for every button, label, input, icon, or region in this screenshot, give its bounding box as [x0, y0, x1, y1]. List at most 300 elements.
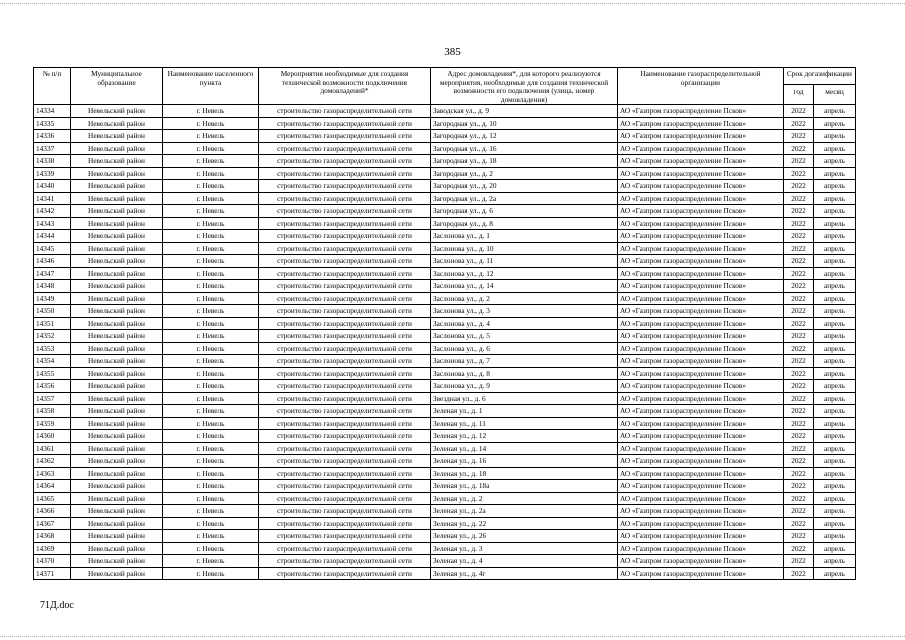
- row-measure: строительство газораспределительной сети: [259, 267, 431, 280]
- row-number: 14352: [34, 330, 71, 343]
- row-city: г. Невель: [163, 105, 259, 118]
- table-row: [34, 355, 856, 368]
- row-city: г. Невель: [163, 330, 259, 343]
- row-year: 2022: [784, 367, 814, 380]
- row-address: Загородная ул., д. 12: [431, 130, 618, 143]
- row-year: 2022: [784, 317, 814, 330]
- row-number: 14350: [34, 305, 71, 318]
- row-org: АО «Газпром газораспределение Псков»: [618, 455, 784, 468]
- table-row: [34, 442, 856, 455]
- row-city: г. Невель: [163, 530, 259, 543]
- row-number: 14353: [34, 342, 71, 355]
- row-month: апрель: [814, 380, 856, 393]
- row-district: Невельский район: [71, 267, 163, 280]
- row-year: 2022: [784, 480, 814, 493]
- row-city: г. Невель: [163, 255, 259, 268]
- row-month: апрель: [814, 142, 856, 155]
- row-city: г. Невель: [163, 417, 259, 430]
- row-year: 2022: [784, 292, 814, 305]
- row-district: Невельский район: [71, 192, 163, 205]
- row-org: АО «Газпром газораспределение Псков»: [618, 467, 784, 480]
- row-measure: строительство газораспределительной сети: [259, 192, 431, 205]
- row-measure: строительство газораспределительной сети: [259, 442, 431, 455]
- table-row: [34, 130, 856, 143]
- row-number: 14357: [34, 392, 71, 405]
- row-measure: строительство газораспределительной сети: [259, 167, 431, 180]
- row-district: Невельский район: [71, 230, 163, 243]
- row-city: г. Невель: [163, 292, 259, 305]
- row-number: 14354: [34, 355, 71, 368]
- row-year: 2022: [784, 355, 814, 368]
- row-number: 14359: [34, 417, 71, 430]
- table-row: [34, 530, 856, 543]
- row-month: апрель: [814, 392, 856, 405]
- row-year: 2022: [784, 167, 814, 180]
- row-org: АО «Газпром газораспределение Псков»: [618, 505, 784, 518]
- row-city: г. Невель: [163, 442, 259, 455]
- row-month: апрель: [814, 280, 856, 293]
- row-address: Зеленая ул., д. 4г: [431, 567, 618, 580]
- header-org: Наименование газораспределительной организации: [618, 68, 784, 105]
- row-address: Заслонова ул., д. 2: [431, 292, 618, 305]
- row-address: Загородная ул., д. 18: [431, 155, 618, 168]
- header-month: месяц: [814, 85, 856, 105]
- row-city: г. Невель: [163, 492, 259, 505]
- row-city: г. Невель: [163, 392, 259, 405]
- row-number: 14370: [34, 555, 71, 568]
- row-address: Зеленая ул., д. 22: [431, 517, 618, 530]
- row-address: Зеленая ул., д. 12: [431, 430, 618, 443]
- row-district: Невельский район: [71, 442, 163, 455]
- header-district: Муниципальное образование: [71, 68, 163, 105]
- row-address: Заслонова ул., д. 1: [431, 230, 618, 243]
- table-row: [34, 342, 856, 355]
- row-city: г. Невель: [163, 430, 259, 443]
- row-year: 2022: [784, 442, 814, 455]
- row-org: АО «Газпром газораспределение Псков»: [618, 167, 784, 180]
- row-measure: строительство газораспределительной сети: [259, 392, 431, 405]
- row-month: апрель: [814, 480, 856, 493]
- row-address: Заслонова ул., д. 12: [431, 267, 618, 280]
- table-row: [34, 392, 856, 405]
- row-number: 14348: [34, 280, 71, 293]
- row-month: апрель: [814, 455, 856, 468]
- row-measure: строительство газораспределительной сети: [259, 255, 431, 268]
- row-year: 2022: [784, 180, 814, 193]
- row-org: АО «Газпром газораспределение Псков»: [618, 255, 784, 268]
- row-measure: строительство газораспределительной сети: [259, 467, 431, 480]
- row-address: Зеленая ул., д. 14: [431, 442, 618, 455]
- row-district: Невельский район: [71, 242, 163, 255]
- row-address: Заслонова ул., д. 9: [431, 380, 618, 393]
- row-month: апрель: [814, 292, 856, 305]
- row-year: 2022: [784, 567, 814, 580]
- row-year: 2022: [784, 267, 814, 280]
- row-org: АО «Газпром газораспределение Псков»: [618, 330, 784, 343]
- table-row: [34, 367, 856, 380]
- row-year: 2022: [784, 455, 814, 468]
- table-row: [34, 155, 856, 168]
- header-address: Адрес домовладения*, для которого реализуются мероприятия, необходимые для создания технической возможности его подключения (улица, номер домовладения): [431, 68, 618, 105]
- row-city: г. Невель: [163, 480, 259, 493]
- row-number: 14334: [34, 105, 71, 118]
- row-org: АО «Газпром газораспределение Псков»: [618, 492, 784, 505]
- header-row: [34, 68, 856, 85]
- row-month: апрель: [814, 555, 856, 568]
- table-row: [34, 205, 856, 218]
- row-district: Невельский район: [71, 105, 163, 118]
- row-measure: строительство газораспределительной сети: [259, 367, 431, 380]
- row-city: г. Невель: [163, 130, 259, 143]
- row-month: апрель: [814, 105, 856, 118]
- row-month: апрель: [814, 492, 856, 505]
- row-month: апрель: [814, 530, 856, 543]
- row-month: апрель: [814, 467, 856, 480]
- row-city: г. Невель: [163, 230, 259, 243]
- row-district: Невельский район: [71, 430, 163, 443]
- row-month: апрель: [814, 255, 856, 268]
- row-org: АО «Газпром газораспределение Псков»: [618, 130, 784, 143]
- row-address: Заслонова ул., д. 4: [431, 317, 618, 330]
- row-measure: строительство газораспределительной сети: [259, 555, 431, 568]
- row-month: апрель: [814, 305, 856, 318]
- row-org: АО «Газпром газораспределение Псков»: [618, 355, 784, 368]
- row-year: 2022: [784, 330, 814, 343]
- row-city: г. Невель: [163, 142, 259, 155]
- row-city: г. Невель: [163, 305, 259, 318]
- row-month: апрель: [814, 330, 856, 343]
- document-filename: 71Д.doc: [40, 600, 74, 611]
- row-year: 2022: [784, 205, 814, 218]
- row-district: Невельский район: [71, 455, 163, 468]
- row-measure: строительство газораспределительной сети: [259, 242, 431, 255]
- row-year: 2022: [784, 217, 814, 230]
- row-year: 2022: [784, 305, 814, 318]
- row-month: апрель: [814, 517, 856, 530]
- row-district: Невельский район: [71, 317, 163, 330]
- row-org: АО «Газпром газораспределение Псков»: [618, 280, 784, 293]
- row-month: апрель: [814, 217, 856, 230]
- row-city: г. Невель: [163, 280, 259, 293]
- row-org: АО «Газпром газораспределение Псков»: [618, 380, 784, 393]
- row-number: 14335: [34, 117, 71, 130]
- row-city: г. Невель: [163, 342, 259, 355]
- row-year: 2022: [784, 230, 814, 243]
- row-org: АО «Газпром газораспределение Псков»: [618, 117, 784, 130]
- row-city: г. Невель: [163, 242, 259, 255]
- row-district: Невельский район: [71, 517, 163, 530]
- row-number: 14367: [34, 517, 71, 530]
- row-year: 2022: [784, 342, 814, 355]
- row-city: г. Невель: [163, 367, 259, 380]
- row-measure: строительство газораспределительной сети: [259, 380, 431, 393]
- row-address: Звездная ул., д. 6: [431, 392, 618, 405]
- row-city: г. Невель: [163, 405, 259, 418]
- row-district: Невельский район: [71, 467, 163, 480]
- row-year: 2022: [784, 405, 814, 418]
- row-org: АО «Газпром газораспределение Псков»: [618, 305, 784, 318]
- row-district: Невельский район: [71, 280, 163, 293]
- row-city: г. Невель: [163, 155, 259, 168]
- scan-artifact-bottom: [0, 636, 905, 638]
- row-year: 2022: [784, 117, 814, 130]
- row-measure: строительство газораспределительной сети: [259, 342, 431, 355]
- row-address: Загородная ул., д. 2: [431, 167, 618, 180]
- table-row: [34, 167, 856, 180]
- row-number: 14365: [34, 492, 71, 505]
- row-month: апрель: [814, 117, 856, 130]
- row-address: Зеленая ул., д. 2: [431, 492, 618, 505]
- row-measure: строительство газораспределительной сети: [259, 505, 431, 518]
- row-number: 14338: [34, 155, 71, 168]
- row-measure: строительство газораспределительной сети: [259, 530, 431, 543]
- row-address: Заслонова ул., д. 11: [431, 255, 618, 268]
- row-number: 14361: [34, 442, 71, 455]
- gasification-table: [33, 67, 856, 580]
- row-number: 14366: [34, 505, 71, 518]
- row-number: 14347: [34, 267, 71, 280]
- row-address: Заслонова ул., д. 8: [431, 367, 618, 380]
- row-district: Невельский район: [71, 567, 163, 580]
- row-year: 2022: [784, 255, 814, 268]
- row-city: г. Невель: [163, 380, 259, 393]
- row-city: г. Невель: [163, 517, 259, 530]
- row-number: 14360: [34, 430, 71, 443]
- table-row: [34, 105, 856, 118]
- row-org: АО «Газпром газораспределение Псков»: [618, 192, 784, 205]
- row-org: АО «Газпром газораспределение Псков»: [618, 517, 784, 530]
- row-address: Загородная ул., д. 16: [431, 142, 618, 155]
- row-month: апрель: [814, 442, 856, 455]
- row-address: Заслонова ул., д. 6: [431, 342, 618, 355]
- row-district: Невельский район: [71, 217, 163, 230]
- row-org: АО «Газпром газораспределение Псков»: [618, 142, 784, 155]
- row-month: апрель: [814, 167, 856, 180]
- table-row: [34, 292, 856, 305]
- row-address: Зеленая ул., д. 3: [431, 542, 618, 555]
- row-number: 14345: [34, 242, 71, 255]
- table-row: [34, 417, 856, 430]
- row-district: Невельский район: [71, 555, 163, 568]
- row-address: Загородная ул., д. 8: [431, 217, 618, 230]
- table-row: [34, 330, 856, 343]
- row-district: Невельский район: [71, 492, 163, 505]
- row-month: апрель: [814, 192, 856, 205]
- row-measure: строительство газораспределительной сети: [259, 455, 431, 468]
- row-city: г. Невель: [163, 567, 259, 580]
- row-city: г. Невель: [163, 205, 259, 218]
- row-city: г. Невель: [163, 317, 259, 330]
- row-year: 2022: [784, 492, 814, 505]
- row-number: 14356: [34, 380, 71, 393]
- row-city: г. Невель: [163, 267, 259, 280]
- row-number: 14362: [34, 455, 71, 468]
- row-city: г. Невель: [163, 542, 259, 555]
- row-org: АО «Газпром газораспределение Псков»: [618, 180, 784, 193]
- row-measure: строительство газораспределительной сети: [259, 180, 431, 193]
- row-number: 14336: [34, 130, 71, 143]
- row-month: апрель: [814, 542, 856, 555]
- row-org: АО «Газпром газораспределение Псков»: [618, 317, 784, 330]
- row-measure: строительство газораспределительной сети: [259, 567, 431, 580]
- row-measure: строительство газораспределительной сети: [259, 130, 431, 143]
- row-month: апрель: [814, 130, 856, 143]
- row-district: Невельский район: [71, 367, 163, 380]
- row-org: АО «Газпром газораспределение Псков»: [618, 242, 784, 255]
- row-year: 2022: [784, 517, 814, 530]
- table-row: [34, 280, 856, 293]
- row-measure: строительство газораспределительной сети: [259, 430, 431, 443]
- row-measure: строительство газораспределительной сети: [259, 117, 431, 130]
- row-measure: строительство газораспределительной сети: [259, 105, 431, 118]
- row-org: АО «Газпром газораспределение Псков»: [618, 367, 784, 380]
- row-org: АО «Газпром газораспределение Псков»: [618, 217, 784, 230]
- row-year: 2022: [784, 380, 814, 393]
- header-settlement: Наименование населенного пункта: [163, 68, 259, 105]
- row-address: Заслонова ул., д. 3: [431, 305, 618, 318]
- row-address: Заслонова ул., д. 5: [431, 330, 618, 343]
- row-year: 2022: [784, 192, 814, 205]
- row-number: 14368: [34, 530, 71, 543]
- row-city: г. Невель: [163, 355, 259, 368]
- row-district: Невельский район: [71, 167, 163, 180]
- row-number: 14363: [34, 467, 71, 480]
- row-number: 14369: [34, 542, 71, 555]
- row-year: 2022: [784, 542, 814, 555]
- row-city: г. Невель: [163, 180, 259, 193]
- table-row: [34, 267, 856, 280]
- row-city: г. Невель: [163, 117, 259, 130]
- table-row: [34, 230, 856, 243]
- row-district: Невельский район: [71, 530, 163, 543]
- row-city: г. Невель: [163, 555, 259, 568]
- row-org: АО «Газпром газораспределение Псков»: [618, 292, 784, 305]
- table-row: [34, 430, 856, 443]
- row-number: 14364: [34, 480, 71, 493]
- row-district: Невельский район: [71, 480, 163, 493]
- row-district: Невельский район: [71, 405, 163, 418]
- row-org: АО «Газпром газораспределение Псков»: [618, 205, 784, 218]
- table-row: [34, 180, 856, 193]
- table-row: [34, 117, 856, 130]
- row-month: апрель: [814, 367, 856, 380]
- row-year: 2022: [784, 105, 814, 118]
- row-org: АО «Газпром газораспределение Псков»: [618, 230, 784, 243]
- row-address: Зеленая ул., д. 2а: [431, 505, 618, 518]
- table-row: [34, 305, 856, 318]
- row-address: Зеленая ул., д. 26: [431, 530, 618, 543]
- row-year: 2022: [784, 555, 814, 568]
- table-row: [34, 142, 856, 155]
- row-org: АО «Газпром газораспределение Псков»: [618, 105, 784, 118]
- row-address: Загородная ул., д. 20: [431, 180, 618, 193]
- row-measure: строительство газораспределительной сети: [259, 542, 431, 555]
- row-month: апрель: [814, 505, 856, 518]
- scan-artifact-top: [0, 3, 905, 5]
- row-city: г. Невель: [163, 217, 259, 230]
- table-row: [34, 542, 856, 555]
- table-row: [34, 480, 856, 493]
- row-number: 14371: [34, 567, 71, 580]
- row-number: 14358: [34, 405, 71, 418]
- row-number: 14340: [34, 180, 71, 193]
- header-term: Срок догазификации: [784, 68, 856, 85]
- row-city: г. Невель: [163, 167, 259, 180]
- row-year: 2022: [784, 417, 814, 430]
- row-measure: строительство газораспределительной сети: [259, 292, 431, 305]
- row-year: 2022: [784, 155, 814, 168]
- row-org: АО «Газпром газораспределение Псков»: [618, 442, 784, 455]
- row-number: 14351: [34, 317, 71, 330]
- row-month: апрель: [814, 417, 856, 430]
- row-measure: строительство газораспределительной сети: [259, 355, 431, 368]
- row-address: Заводская ул., д. 9: [431, 105, 618, 118]
- row-month: апрель: [814, 405, 856, 418]
- table-row: [34, 405, 856, 418]
- row-month: апрель: [814, 267, 856, 280]
- row-address: Зеленая ул., д. 18а: [431, 480, 618, 493]
- row-number: 14349: [34, 292, 71, 305]
- row-district: Невельский район: [71, 330, 163, 343]
- table-row: [34, 505, 856, 518]
- header-measures: Мероприятия необходимые для создания технической возможности подключения домовладений*: [259, 68, 431, 105]
- row-measure: строительство газораспределительной сети: [259, 517, 431, 530]
- row-org: АО «Газпром газораспределение Псков»: [618, 417, 784, 430]
- row-district: Невельский район: [71, 542, 163, 555]
- row-number: 14346: [34, 255, 71, 268]
- row-district: Невельский район: [71, 117, 163, 130]
- row-year: 2022: [784, 467, 814, 480]
- row-org: АО «Газпром газораспределение Псков»: [618, 430, 784, 443]
- row-year: 2022: [784, 280, 814, 293]
- row-number: 14343: [34, 217, 71, 230]
- table-body: [34, 105, 856, 580]
- row-number: 14337: [34, 142, 71, 155]
- row-address: Заслонова ул., д. 14: [431, 280, 618, 293]
- row-number: 14355: [34, 367, 71, 380]
- row-org: АО «Газпром газораспределение Псков»: [618, 392, 784, 405]
- table-row: [34, 317, 856, 330]
- row-measure: строительство газораспределительной сети: [259, 205, 431, 218]
- row-month: апрель: [814, 430, 856, 443]
- table-row: [34, 255, 856, 268]
- row-address: Заслонова ул., д. 7: [431, 355, 618, 368]
- row-measure: строительство газораспределительной сети: [259, 230, 431, 243]
- row-district: Невельский район: [71, 417, 163, 430]
- row-number: 14342: [34, 205, 71, 218]
- row-district: Невельский район: [71, 355, 163, 368]
- row-district: Невельский район: [71, 305, 163, 318]
- table-row: [34, 217, 856, 230]
- row-address: Зеленая ул., д. 16: [431, 455, 618, 468]
- row-measure: строительство газораспределительной сети: [259, 317, 431, 330]
- row-address: Зеленая ул., д. 1: [431, 405, 618, 418]
- row-measure: строительство газораспределительной сети: [259, 155, 431, 168]
- row-month: апрель: [814, 355, 856, 368]
- row-org: АО «Газпром газораспределение Псков»: [618, 342, 784, 355]
- table-row: [34, 467, 856, 480]
- row-org: АО «Газпром газораспределение Псков»: [618, 555, 784, 568]
- row-measure: строительство газораспределительной сети: [259, 417, 431, 430]
- row-number: 14341: [34, 192, 71, 205]
- row-org: АО «Газпром газораспределение Псков»: [618, 542, 784, 555]
- header-num: № п/п: [34, 68, 71, 105]
- row-measure: строительство газораспределительной сети: [259, 330, 431, 343]
- row-month: апрель: [814, 180, 856, 193]
- table-row: [34, 242, 856, 255]
- row-address: Зеленая ул., д. 11: [431, 417, 618, 430]
- table-row: [34, 192, 856, 205]
